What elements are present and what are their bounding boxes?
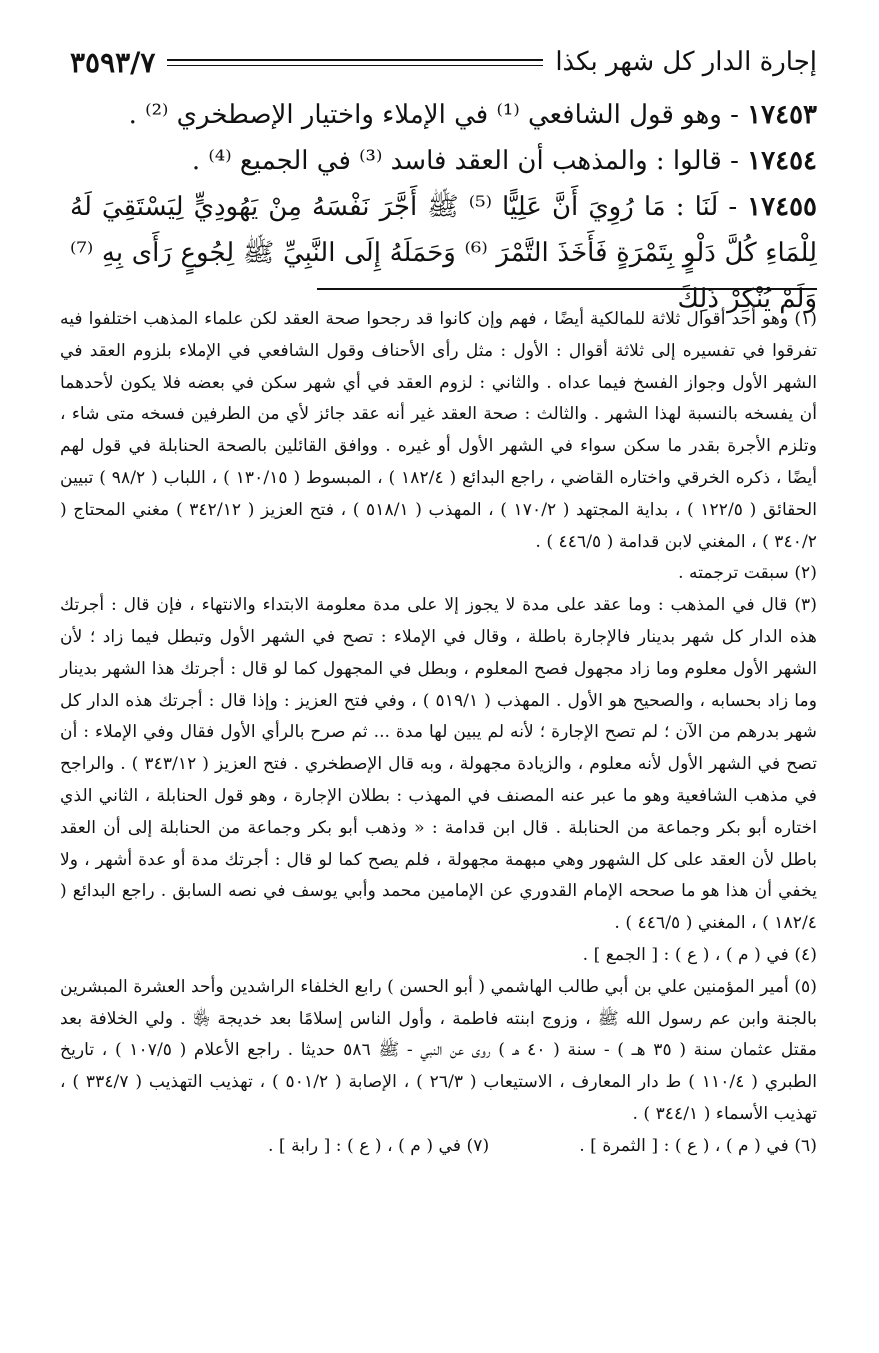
footnote-4: (٤) في ( م ) ، ( ع ) : [ الجمع ] . [582, 944, 817, 965]
footnote-2: (٢) سبقت ترجمته . [678, 563, 817, 584]
paragraph-17453 [70, 92, 817, 138]
paragraph-text: - قالوا : والمذهب أن العقد فاسد ⁽³⁾ في الجميع ⁽⁴⁾ . [191, 146, 748, 176]
header-rule [167, 59, 543, 66]
footnote-separator [317, 288, 817, 290]
page-header [70, 42, 817, 82]
page-number: ٣٥٩٣/٧ [70, 45, 156, 79]
running-title: إجارة الدار كل شهر بكذا [555, 47, 817, 77]
paragraph-number: ١٧٤٥٥ [747, 192, 817, 222]
paragraph-text: - وهو قول الشافعي ⁽¹⁾ في الإملاء واختيار الإصطخري ⁽²⁾ . [128, 100, 748, 130]
footnote-1: (١) وهو أحد أقوال ثلاثة للمالكية أيضًا ، فهم وإن كانوا قد رجحوا صحة العقد لكن علماء المذهب اختلفوا فيه تفرقوا في تفسيره إلى ثلاثة أقوال : الأول : مثل رأى الأحناف وقول الشافعي في الإملاء بلزوم العقد في الشهر الأول وجواز الفسخ فيما عداه . والثاني : لزوم العقد في أي شهر سكن في بعضه فلا يكون لأحدهما أن يفسخه بالنسبة لهذا الشهر . والثالث : صحة العقد غير أنه عقد جائز لأي من الطرفين فسخه متى شاء ، وتلزم الأجرة بقدر ما سكن سواء في الشهر الأول أو غيره . ووافق القائلين بالصحة الحنابلة في قول لهم أيضًا ، ذكره الخرقي واختاره القاضي ، راجع البدائع ( ١٨٢/٤ ) ، المبسوط ( ١٣٠/١٥ ) ، اللباب ( ٩٨/٢ ) تبيين الحقائق ( ١٢٢/٥ ) ، بداية المجتهد ( ١٧٠/٢ ) ، المهذب ( ٥١٨/١ ) ، فتح العزيز ( ٣٤٢/١٢ ) مغني المحتاج ( ٣٤٠/٢ ) ، المغني لابن قدامة ( ٤٤٦/٥ ) . [60, 309, 818, 552]
footnote-7: (٧) في ( م ) ، ( ع ) : [ رابة ] . [267, 1135, 490, 1156]
footnote-3: (٣) قال في المذهب : وما عقد على مدة لا يجوز إلا على مدة معلومة الابتداء والانتهاء ، فإن قال : أجرتك هذه الدار كل شهر بدينار فالإجارة باطلة ، وقال في الإملاء : تصح في الشهر الأول وتبطل فيما زاد ؛ لأن الشهر الأول معلوم وما زاد مجهول فصح المعلوم ، وبطل في المجهول كما لو قال : أجرتك هذا الشهر بدينار وما زاد بحسابه ، والصحيح هو الأول . المهذب ( ٥١٩/١ ) ، وفي فتح العزيز : وإذا قال : أجرتك هذه الدار كل شهر بدرهم من الآن ؛ لم تصح الإجارة ؛ لأنه لم يبين لها مدة ... ثم صرح بالرأي الأول فقال وفي الإملاء : أن تصح في الشهر الأول لأنه معلوم ، والزيادة مجهولة ، وبه قال الإصطخري . فتح العزيز ( ٣٤٣/١٢ ) . والراجح في مذهب الشافعية وهو ما عبر عنه المصنف في المهذب : بطلان الإجارة ، وهو قول الحنابلة ، الثاني الذي اختاره أبو بكر وجماعة من الحنابلة . قال ابن قدامة : « وذهب أبو بكر وجماعة من الحنابلة إلى أن العقد باطل لأن العقد على كل الشهور وهي مبهمة مجهولة ، فلم يصح كما لو قال : أجرتك مدة أو عدة أشهر ، ولا يخفي أن هذا هو ما صححه الإمام القدوري عن الإمامين محمد وأبي يوسف في نصه السابق . راجع البدائع ( ١٨٢/٤ ) ، المغني ( ٤٤٦/٥ ) . [60, 595, 818, 934]
paragraph-text: - لَنَا : مَا رُوِيَ أَنَّ عَلِيًّا ⁽⁵⁾ ﷺ أَجَّرَ نَفْسَهُ مِنْ يَهُودِيٍّ لِيَسْتَقِيَ لَهُ لِلْمَاءِ كُلَّ دَلْوٍ بِتَمْرَةٍ فَأَخَذَ التَّمْرَ ⁽⁶⁾ وَحَمَلَهُ إِلَى النَّبِيِّ ﷺ لِجُوعٍ رَأَى بِهِ ⁽⁷⁾ وَلَمْ يُنْكِرْ ذَلِكَ [70, 192, 817, 314]
paragraph-number: ١٧٤٥٤ [747, 146, 817, 176]
paragraph-17454 [70, 138, 817, 184]
footnotes-6-7 [60, 1131, 817, 1163]
paragraph-17455 [70, 184, 817, 322]
footnote-6: (٦) في ( م ) ، ( ع ) : [ الثمرة ] . [579, 1135, 817, 1156]
footnotes [60, 304, 817, 1163]
footnote-5: (٥) أمير المؤمنين علي بن أبي طالب الهاشمي ( أبو الحسن ) رابع الخلفاء الراشدين وأحد العشرة المبشرين بالجنة وابن عم رسول الله ﷺ ، وزوج ابنته فاطمة ، وأول الناس إسلامًا بعد خديجة ﵂ . ولي الخلافة بعد مقتل عثمان سنة ( ٣٥ هـ ) - سنة ( ٤٠ هـ ) روى عن النبي - ﷺ ٥٨٦ حديثا . راجع الأعلام ( ١٠٧/٥ ) ، تاريخ الطبري ( ١١٠/٤ ) ط دار المعارف ، الاستيعاب ( ٢٦/٣ ) ، الإصابة ( ٥٠١/٢ ) ، تهذيب التهذيب ( ٣٣٤/٧ ) ، تهذيب الأسماء ( ٣٤٤/١ ) . [60, 976, 818, 1124]
paragraph-number: ١٧٤٥٣ [747, 100, 817, 130]
